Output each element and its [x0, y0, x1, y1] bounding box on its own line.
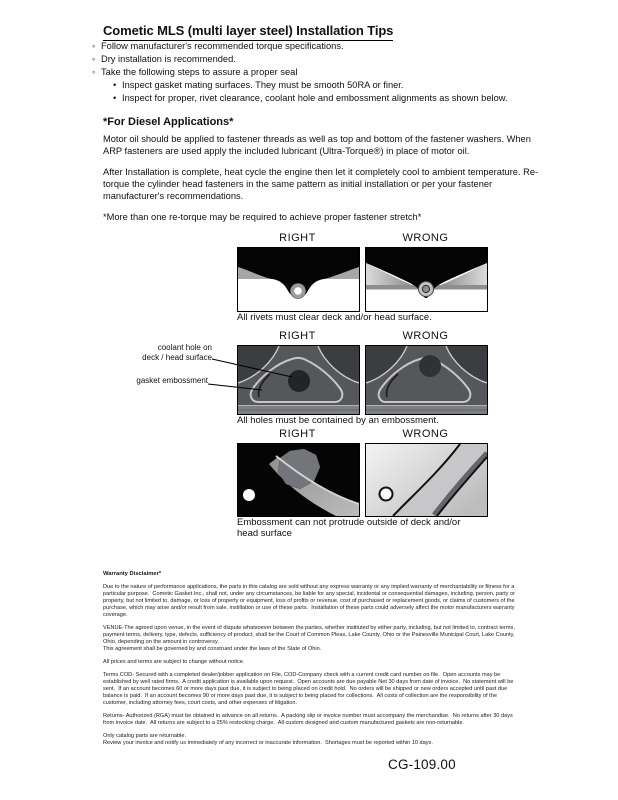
diesel-section [103, 116, 543, 223]
bullet-icon: ◦ [92, 67, 96, 77]
figure3-right-label: RIGHT [279, 428, 316, 440]
figure3-wrong-label: WRONG [402, 428, 449, 440]
bullet-text: Follow manufacturer's recommended torque specifications. [101, 41, 344, 51]
figure1-rivet-wrong-image [365, 247, 488, 312]
bullet-icon: ◦ [92, 41, 96, 51]
figure2-wrong-label: WRONG [402, 330, 449, 342]
figure2-embossment-wrong-image [365, 345, 488, 415]
disclaimer-paragraph: Due to the nature of performance applications, the parts in this catalog are sold without any express warranty or any implied warranty of merchantability or fitness for a particular purpose. Cometic Gasket Inc., shall not, under any circumstances, be liable for any special, incidental or consequential damages, including, person, party or property, but not limited to, damage, or loss of property or equipment, loss of profits or revenue, cost of purchased or replacement goods, or claims of customers of the purchase, which may arise and/or result from sale, instillation or use of these parts. Installation of these parts could adversely affect the motor manufacturers warranty coverage. [103, 584, 517, 618]
review-invoice-line: Review your invoice and notify us immediately of any incorrect or inaccurate information. Shortages must be reported within 10 days. [103, 740, 433, 746]
diesel-heading: *For Diesel Applications* [103, 116, 234, 128]
list-item [92, 66, 552, 79]
bullet-text: Dry installation is recommended. [101, 54, 236, 64]
list-item [92, 40, 552, 53]
returns-paragraph: Returns- Authorized (RGA) must be obtained in advance on all returns. A packing slip or invoice number must accompany the merchandise. No returns after 30 days from invoice date. All returns are subject to a 25% restocking charge. All custom designed and custom manufactured gaskets are non-returnable. [103, 713, 515, 726]
disclaimer-heading: Warranty Disclaimer* [103, 571, 162, 577]
bullet-icon: ◦ [92, 54, 96, 64]
figure1-wrong-label: WRONG [402, 232, 449, 244]
diesel-paragraph-1: Motor oil should be applied to fastener threads as well as top and bottom of the fastener washers. When ARP fasteners are used apply the included lubricant (Ultra-Torque®) in place of motor oil. [103, 134, 531, 156]
tips-bullet-list [92, 40, 552, 105]
diesel-paragraph-3: *More than one re-torque may be required to achieve proper fastener stretch* [103, 212, 422, 222]
bullet-text: Take the following steps to assure a proper seal [101, 67, 298, 77]
prices-terms-line: All prices and terms are subject to change without notice. [103, 659, 245, 665]
bullet-text: Inspect for proper, rivet clearance, coolant hole and embossment alignments as shown below. [122, 93, 508, 103]
figure3-protrusion-right-image [237, 443, 360, 517]
sub-bullet-icon: • [113, 93, 117, 103]
warranty-disclaimer [103, 571, 517, 747]
gasket-embossment-annotation: gasket embossment [136, 376, 208, 385]
figure1-caption: All rivets must clear deck and/or head surface. [237, 312, 432, 323]
coolant-hole-annotation: coolant hole on deck / head surface [142, 343, 212, 362]
figure1-right-label: RIGHT [279, 232, 316, 244]
terms-cod-paragraph: Terms COD- Secured with a completed dealer/jobber application on File, COD-Company check with a current credit card number on file. Open accounts may be established by well rated firms. A credit application is available upon request. Open accounts are due payable Net 30 days from date of invoice. No statement will be sent. If an account becomes 60 or more days past due, it is subject to being placed on credit hold. No orders will be shipped or new orders accepted until past due balance is paid. If an account becomes 90 or more days past due, it is subject to being placed for collections. All costs of collection are the responsibility of the customer, including attorney fees, court costs, and other expenses of litigation. [103, 672, 515, 706]
figure3-protrusion-wrong-image [365, 443, 488, 517]
page-title: Cometic MLS (multi layer steel) Installation Tips [103, 23, 393, 41]
catalog-parts-line: Only catalog parts are returnable. [103, 733, 187, 739]
governing-law-line: This agreement shall be governed by and construed under the laws of the State of Ohio. [103, 646, 322, 652]
diesel-paragraph-2: After Installation is complete, heat cycle the engine then let it completely cool to ambient temperature. Re-torque the cylinder head fasteners in the same pattern as initial installation or per your fastener manufacturer's recommendations. [103, 167, 539, 201]
part-code: CG-109.00 [388, 757, 456, 772]
annotation-leader-lines [204, 340, 296, 396]
venue-paragraph: VENUE-The agreed upon venue, in the event of dispute whatsoever between the parties, whether instituted by either party, including, but not limited to, contract terms, payment terms, delivery, type, defects, sufficiency of product, shall be the Court of Common Pleas, Lake County, Ohio or the Painesville Municipal Court, Lake County, Ohio, depending on the amount in controversy. [103, 625, 517, 645]
list-item [113, 92, 552, 105]
list-item [92, 53, 552, 66]
list-item [113, 79, 552, 92]
bullet-text: Inspect gasket mating surfaces. They must be smooth 50RA or finer. [122, 80, 404, 90]
sub-bullet-icon: • [113, 80, 117, 90]
figure3-caption: Embossment can not protrude outside of deck and/or head surface [237, 517, 461, 539]
figure2-caption: All holes must be contained by an embossment. [237, 415, 439, 426]
figure2-right-label: RIGHT [279, 330, 316, 342]
figure1-rivet-right-image [237, 247, 360, 312]
